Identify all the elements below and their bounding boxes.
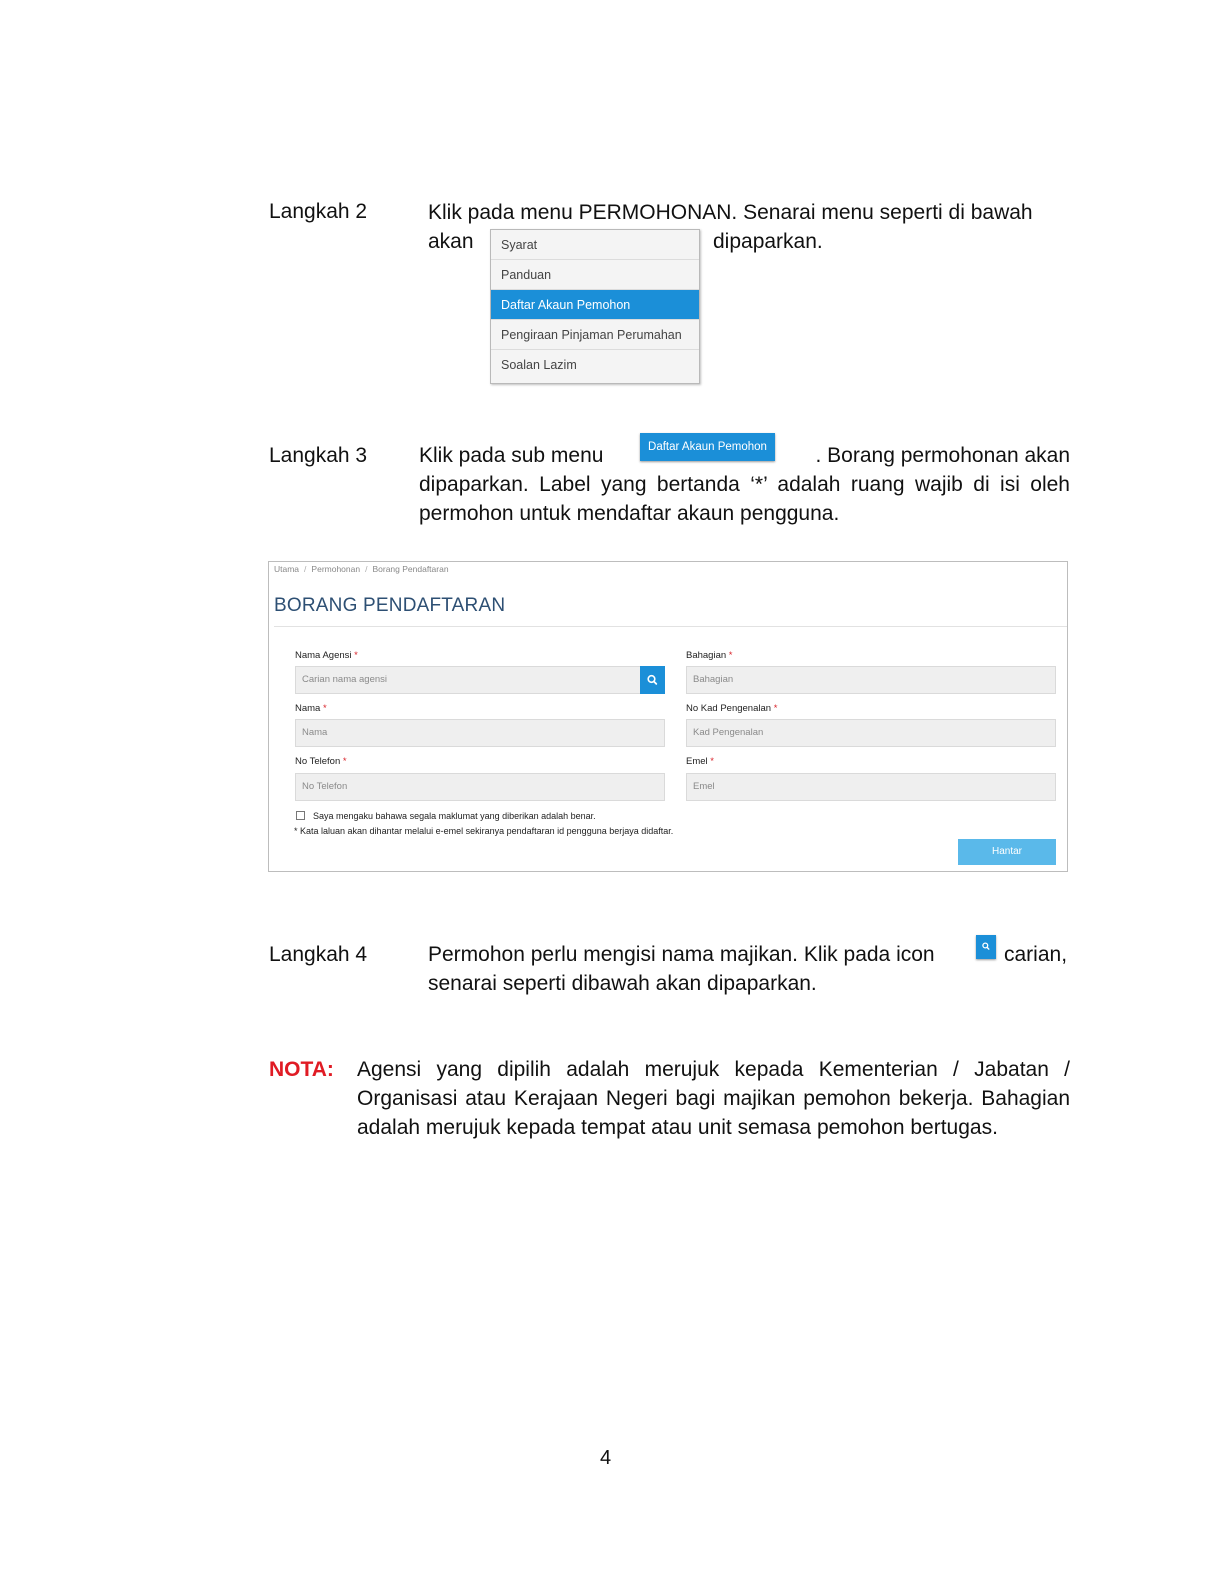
- password-note: * Kata laluan akan dihantar melalui e-emel sekiranya pendaftaran id pengguna berjaya didaftar.: [294, 826, 674, 836]
- menu-item-daftar-akaun-pemohon[interactable]: Daftar Akaun Pemohon: [491, 290, 699, 320]
- permohonan-menu-screenshot: [490, 229, 700, 384]
- step-3-line-1-end: . Borang permohonan akan: [815, 444, 1070, 467]
- page-number: 4: [600, 1447, 612, 1469]
- breadcrumb-utama[interactable]: Utama: [274, 564, 300, 574]
- division-label: Bahagian *: [686, 650, 733, 661]
- nota-text: Agensi yang dipilih adalah merujuk kepada Kementerian / Jabatan / Organisasi atau Kerajaan Negeri bagi majikan pemohon bekerja. Bahagian adalah merujuk kepada tempat atau unit semasa pemohon bertugas.: [357, 1058, 1070, 1139]
- step-3-description: dipaparkan. Label yang bertanda ‘*’ adalah ruang wajib di isi oleh permohon untuk mendaftar akaun pengguna.: [419, 473, 1070, 525]
- form-title: BORANG PENDAFTARAN: [274, 595, 506, 616]
- menu-item-panduan[interactable]: Panduan: [491, 260, 699, 290]
- agency-label: Nama Agensi *: [295, 650, 358, 661]
- declaration-row: [296, 811, 596, 821]
- breadcrumb: Utama / Permohonan / Borang Pendaftaran: [274, 564, 449, 574]
- registration-form-screenshot: [268, 561, 1068, 872]
- hantar-button[interactable]: Hantar: [958, 839, 1056, 865]
- title-divider: [274, 626, 1067, 627]
- daftar-akaun-pemohon-button[interactable]: Daftar Akaun Pemohon: [640, 433, 775, 461]
- nota-label: NOTA:: [269, 1058, 334, 1081]
- agency-search-input[interactable]: Carian nama agensi: [295, 666, 641, 694]
- breadcrumb-permohonan[interactable]: Permohonan: [311, 564, 361, 574]
- step-3-line-1-start: Klik pada sub menu: [419, 444, 604, 467]
- search-icon: [976, 935, 996, 959]
- division-input[interactable]: Bahagian: [686, 666, 1056, 694]
- step-2-line-2-start: akan: [428, 230, 474, 253]
- menu-item-soalan-lazim[interactable]: Soalan Lazim: [501, 358, 577, 372]
- phone-input[interactable]: No Telefon: [295, 773, 665, 801]
- step-2-line-1: Klik pada menu PERMOHONAN. Senarai menu seperti di bawah: [428, 201, 1033, 224]
- email-label: Emel *: [686, 756, 714, 767]
- step-4-line-2: senarai seperti dibawah akan dipaparkan.: [428, 972, 817, 995]
- declaration-checkbox[interactable]: [296, 811, 305, 820]
- declaration-text: Saya mengaku bahawa segala maklumat yang diberikan adalah benar.: [313, 811, 596, 821]
- step-2-line-2-end: dipaparkan.: [713, 230, 823, 253]
- breadcrumb-borang: Borang Pendaftaran: [372, 564, 449, 574]
- menu-item-pengiraan-pinjaman[interactable]: Pengiraan Pinjaman Perumahan: [491, 320, 699, 350]
- menu-item-syarat[interactable]: Syarat: [491, 230, 699, 260]
- step-3-label: Langkah 3: [269, 444, 368, 467]
- name-input[interactable]: Nama: [295, 719, 665, 747]
- ic-label: No Kad Pengenalan *: [686, 703, 778, 714]
- ic-input[interactable]: Kad Pengenalan: [686, 719, 1056, 747]
- agency-search-button[interactable]: [640, 666, 665, 694]
- search-icon-button[interactable]: [976, 935, 996, 959]
- phone-label: No Telefon *: [295, 756, 347, 767]
- step-2-label: Langkah 2: [269, 200, 368, 223]
- email-input[interactable]: Emel: [686, 773, 1056, 801]
- name-label: Nama *: [295, 703, 327, 714]
- step-4-line-1-end: carian,: [1004, 943, 1068, 966]
- step-4-label: Langkah 4: [269, 943, 368, 966]
- step-4-line-1-start: Permohon perlu mengisi nama majikan. Klik pada icon: [428, 943, 935, 966]
- search-icon: [640, 666, 665, 694]
